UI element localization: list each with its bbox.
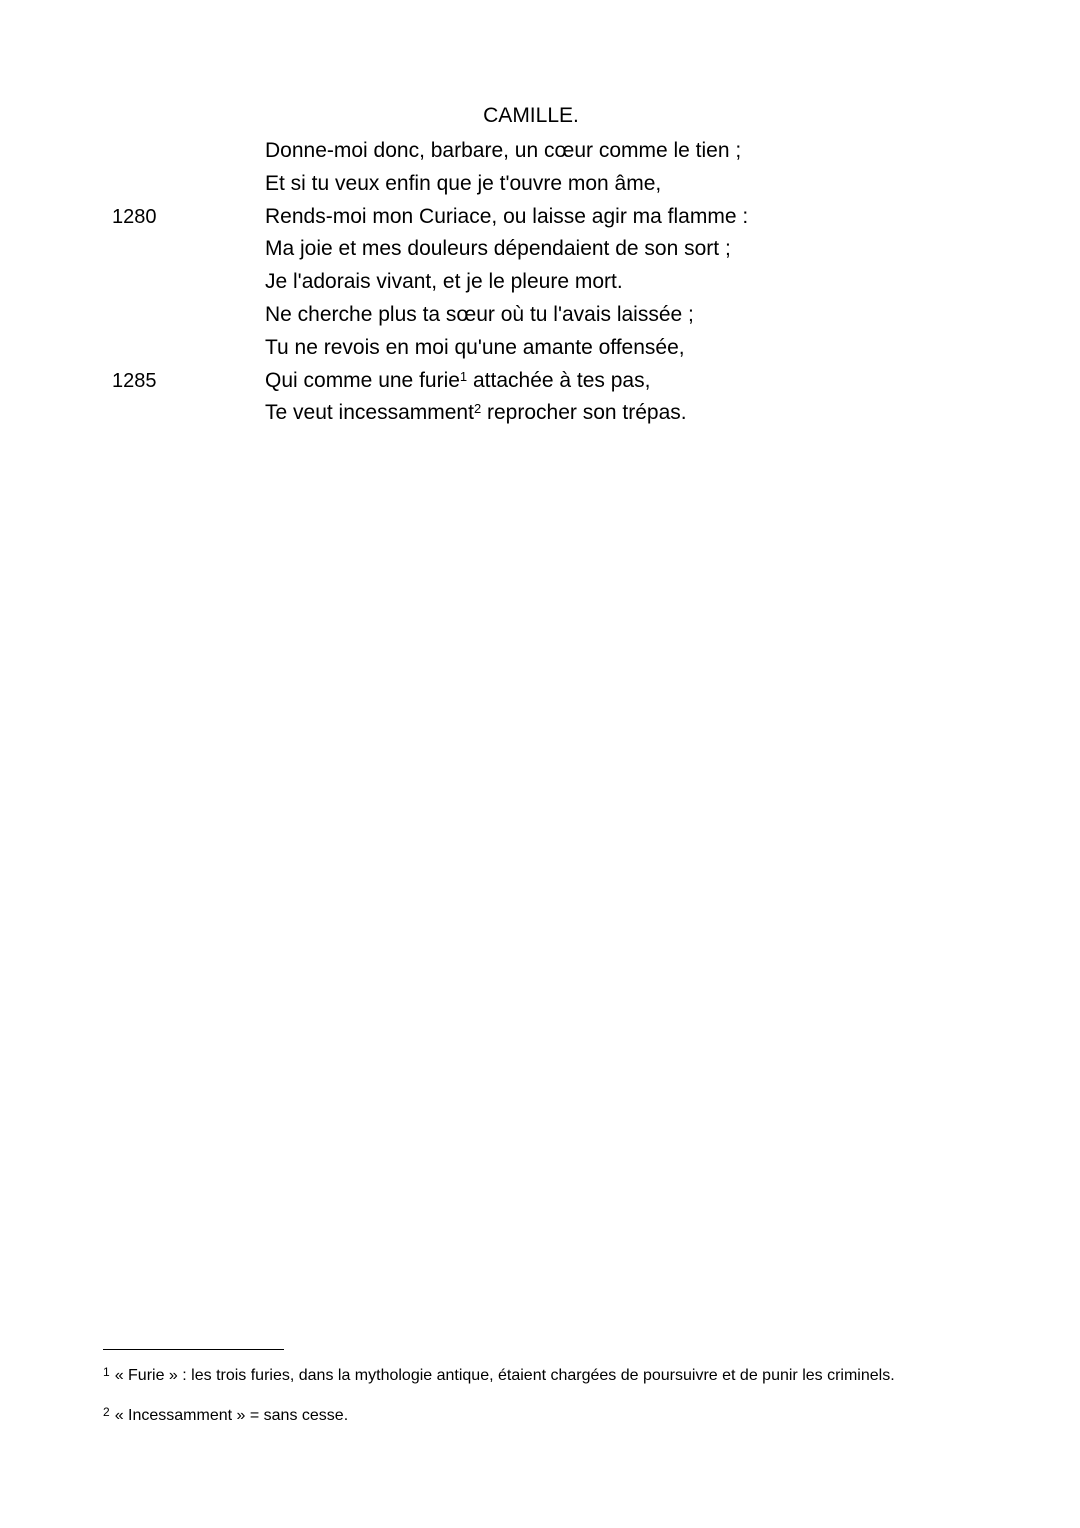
verse-text: Qui comme une furie xyxy=(265,368,460,392)
speaker-name: CAMILLE. xyxy=(483,104,579,127)
verse-text: Te veut incessamment xyxy=(265,401,474,425)
verse-line xyxy=(265,332,748,365)
verse-text-continued: reprocher son trépas. xyxy=(481,401,687,425)
footnote-text: « Furie » : les trois furies, dans la mythologie antique, étaient chargées de poursuivre et de punir les criminels. xyxy=(114,1367,895,1384)
footnote-item xyxy=(103,1366,895,1386)
verse-list xyxy=(112,135,749,430)
footnote-list xyxy=(103,1366,895,1446)
footnote-text: « Incessamment » = sans cesse. xyxy=(114,1407,349,1424)
line-number: 1280 xyxy=(112,205,157,228)
verse-text: Ne cherche plus ta sœur où tu l'avais laissée ; xyxy=(265,302,694,326)
footnote-item xyxy=(103,1406,895,1426)
verse-text: Je l'adorais vivant, et je le pleure mort. xyxy=(265,270,623,294)
verse-line xyxy=(265,397,748,430)
footnote-mark: 2 xyxy=(103,1405,110,1419)
verse-line xyxy=(265,168,748,201)
line-number: 1285 xyxy=(112,369,157,392)
verse-line xyxy=(112,365,748,398)
verse-line xyxy=(112,201,749,234)
footnote-mark: 1 xyxy=(103,1365,110,1379)
verse-text: Tu ne revois en moi qu'une amante offensée, xyxy=(265,335,685,359)
verse-line xyxy=(265,233,748,266)
verse-text: Rends-moi mon Curiace, ou laisse agir ma flamme : xyxy=(265,204,749,228)
verse-line xyxy=(265,266,748,299)
verse-text: Et si tu veux enfin que je t'ouvre mon âme, xyxy=(265,171,662,195)
footnote-reference[interactable]: 2 xyxy=(473,401,482,417)
footnote-reference[interactable]: 1 xyxy=(459,368,468,384)
verse-line xyxy=(265,299,748,332)
footnote-separator xyxy=(103,1349,284,1350)
verse-text: Ma joie et mes douleurs dépendaient de son sort ; xyxy=(265,237,731,261)
verse-text-continued: attachée à tes pas, xyxy=(467,368,651,392)
verse-text: Donne-moi donc, barbare, un cœur comme le tien ; xyxy=(265,139,742,162)
verse-line xyxy=(265,135,748,168)
